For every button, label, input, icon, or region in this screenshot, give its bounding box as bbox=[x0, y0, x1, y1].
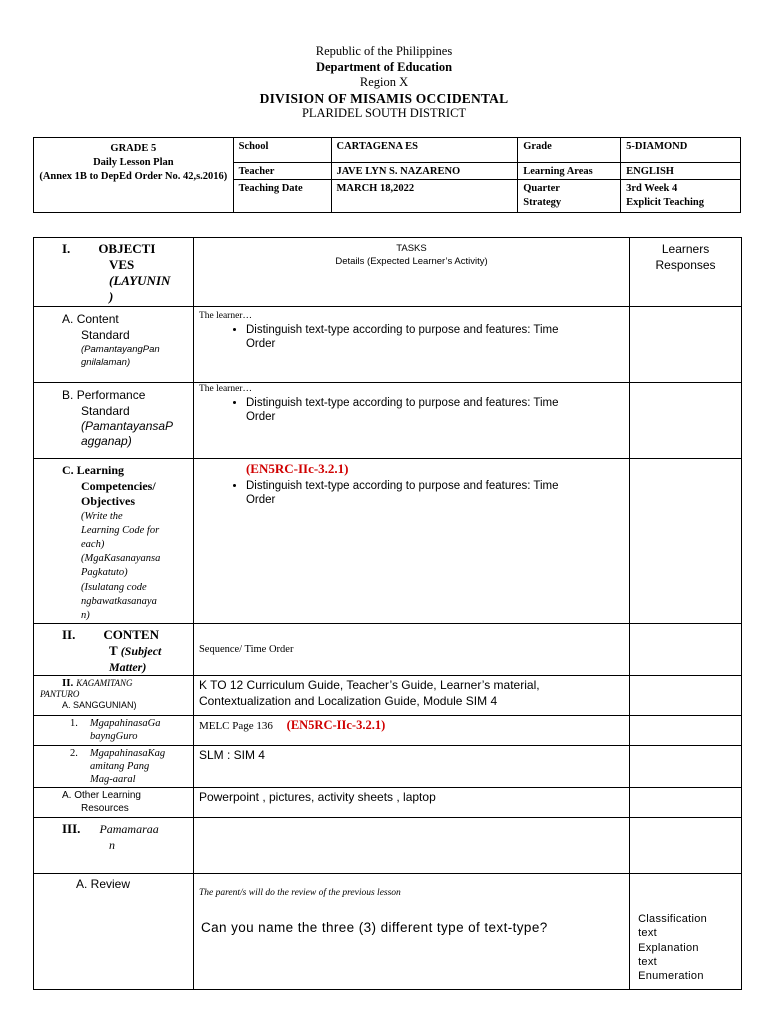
objectives-title: OBJECTI bbox=[98, 241, 156, 256]
review-cell bbox=[34, 874, 194, 990]
strategy-label: Strategy bbox=[523, 197, 562, 208]
content-standard-row bbox=[34, 307, 742, 383]
content-standard-sub: (PamantayangPan bbox=[81, 344, 160, 355]
content-sub-2: Matter) bbox=[109, 660, 147, 675]
content-standard-sub-2: gnilalaman) bbox=[81, 357, 131, 368]
competencies-sub-line: (Isulatang code bbox=[81, 581, 147, 593]
learner-materials-title: MgapahinasaKag bbox=[89, 748, 166, 760]
review-answer: Enumeration bbox=[638, 969, 704, 982]
teacher-label: Teacher bbox=[233, 163, 331, 180]
grade-title: GRADE 5 bbox=[110, 143, 157, 154]
kagamitan-title-2: PANTURO bbox=[40, 689, 80, 700]
learner-materials-title-2: amitang Pang bbox=[90, 761, 150, 773]
learning-areas-value: ENGLISH bbox=[621, 163, 741, 180]
competencies-response bbox=[630, 459, 742, 624]
quarter-label: Quarter bbox=[523, 183, 560, 194]
performance-standard-cell bbox=[34, 383, 194, 459]
other-resources-response bbox=[630, 788, 742, 818]
content-standard-tasks bbox=[193, 307, 629, 383]
lesson-info-table bbox=[33, 137, 741, 213]
competencies-sub-line: ngbawatkasanaya bbox=[81, 595, 157, 607]
distinguish-item bbox=[246, 323, 624, 351]
review-answer: text bbox=[638, 955, 657, 968]
melc-code: (EN5RC-IIc-3.2.1) bbox=[286, 718, 386, 733]
performance-title-2: Standard bbox=[81, 404, 130, 418]
competencies-title: Learning bbox=[76, 463, 125, 477]
learner-materials-row bbox=[34, 746, 742, 788]
teacher-guide-response bbox=[630, 716, 742, 746]
quarter-strategy-value bbox=[621, 180, 741, 213]
competencies-sub-line: (MgaKasanayansa bbox=[81, 553, 161, 565]
competencies-letter: C. bbox=[62, 463, 74, 477]
learning-code: (EN5RC-IIc-3.2.1) bbox=[245, 461, 349, 476]
teaching-date-label: Teaching Date bbox=[233, 180, 331, 213]
grade-value: 5-DIAMOND bbox=[621, 138, 741, 163]
plan-title: Daily Lesson Plan bbox=[93, 157, 174, 168]
quarter-value: 3rd Week 4 bbox=[626, 183, 678, 194]
review-row bbox=[34, 874, 742, 990]
review-response bbox=[630, 874, 742, 990]
learning-areas-label: Learning Areas bbox=[518, 163, 621, 180]
performance-sub: (PamantayansaP bbox=[81, 419, 174, 433]
other-resources-cell bbox=[34, 788, 194, 818]
tasks-title: TASKS bbox=[396, 243, 427, 254]
other-letter: A. bbox=[62, 790, 72, 802]
slm-value: SLM : SIM 4 bbox=[193, 746, 629, 788]
performance-standard-row bbox=[34, 383, 742, 459]
learner-materials-cell bbox=[34, 746, 194, 788]
grade-label: Grade bbox=[518, 138, 621, 163]
procedure-num: III. bbox=[62, 821, 81, 837]
content-response bbox=[630, 624, 742, 676]
school-value: CARTAGENA ES bbox=[331, 138, 518, 163]
content-value: Sequence/ Time Order bbox=[193, 624, 629, 676]
procedure-title-2: n bbox=[109, 838, 115, 853]
procedure-tasks bbox=[193, 818, 629, 874]
teaching-date-value: MARCH 18,2022 bbox=[331, 180, 518, 213]
performance-title: Performance bbox=[76, 388, 146, 402]
kagamitan-num: II. bbox=[62, 677, 74, 690]
review-answer: Classification bbox=[638, 913, 708, 926]
distinguish-text-c2: Order bbox=[245, 494, 276, 506]
objectives-sub-2: ) bbox=[109, 289, 114, 304]
references-value-cell bbox=[193, 676, 629, 716]
objectives-sub: (LAYUNIN bbox=[109, 273, 171, 288]
guro-title: MgapahinasaGa bbox=[89, 718, 161, 730]
school-label: School bbox=[233, 138, 331, 163]
content-standard-title: Content bbox=[76, 312, 119, 326]
review-answer: text bbox=[638, 927, 657, 940]
objectives-cell bbox=[34, 238, 194, 307]
references-row bbox=[34, 676, 742, 716]
other-value: Powerpoint , pictures, activity sheets , laptop bbox=[193, 788, 629, 818]
competencies-title-2: Competencies/ bbox=[81, 478, 156, 493]
guro-num: 1. bbox=[70, 718, 78, 730]
review-title: A. Review bbox=[76, 877, 131, 892]
references-cell bbox=[34, 676, 194, 716]
objectives-num: I. bbox=[62, 241, 71, 256]
teacher-guide-row bbox=[34, 716, 742, 746]
content-standard-cell bbox=[34, 307, 194, 383]
strategy-value: Explicit Teaching bbox=[626, 197, 705, 208]
references-value-2: Contextualization and Localization Guide, Module SIM 4 bbox=[198, 694, 498, 709]
learner-intro-2: The learner… bbox=[198, 384, 252, 394]
learner-materials-num: 2. bbox=[70, 748, 78, 760]
competencies-sub bbox=[62, 510, 188, 624]
tasks-header-cell bbox=[193, 238, 629, 307]
responses-title-2: Responses bbox=[655, 258, 716, 272]
content-standard-letter: A. bbox=[62, 312, 74, 326]
distinguish-text-c: Distinguish text-type according to purpose and features: Time bbox=[245, 480, 559, 492]
learner-materials-title-3: Mag-aaral bbox=[90, 774, 136, 786]
content-row bbox=[34, 624, 742, 676]
department-line: Department of Education bbox=[315, 59, 453, 74]
distinguish-item-2 bbox=[246, 396, 624, 424]
review-question: Can you name the three (3) different type of text-type? bbox=[200, 920, 548, 936]
content-cell bbox=[34, 624, 194, 676]
competencies-title-3: Objectives bbox=[81, 494, 135, 508]
procedure-response bbox=[630, 818, 742, 874]
distinguish-text-2: Order bbox=[245, 338, 276, 350]
other-resources-row bbox=[34, 788, 742, 818]
content-standard-response bbox=[630, 307, 742, 383]
performance-letter: B. bbox=[62, 388, 74, 402]
sanggunian-title: SANGGUNIAN) bbox=[73, 700, 137, 711]
other-title-2: Resources bbox=[81, 803, 129, 815]
district-line: PLARIDEL SOUTH DISTRICT bbox=[301, 106, 467, 120]
objectives-title-2: VES bbox=[109, 257, 135, 272]
references-value: K TO 12 Curriculum Guide, Teacher’s Guide, Learner’s material, bbox=[198, 678, 540, 693]
responses-title: Learners bbox=[661, 242, 710, 256]
performance-standard-response bbox=[630, 383, 742, 459]
content-title-2: T bbox=[109, 643, 118, 659]
distinguish-item-3 bbox=[246, 479, 624, 507]
quarter-strategy-label bbox=[518, 180, 621, 213]
competencies-sub-line: Learning Code for bbox=[81, 524, 160, 536]
competencies-row bbox=[34, 459, 742, 624]
responses-header-cell bbox=[630, 238, 742, 307]
teacher-guide-cell bbox=[34, 716, 194, 746]
competencies-tasks bbox=[193, 459, 629, 624]
competencies-cell bbox=[34, 459, 194, 624]
tasks-sub: Details (Expected Learner’s Activity) bbox=[335, 256, 488, 267]
competencies-sub-line: each) bbox=[81, 538, 105, 550]
learner-intro: The learner… bbox=[198, 311, 252, 321]
teacher-value: JAVE LYN S. NAZARENO bbox=[331, 163, 518, 180]
competencies-sub-line: n) bbox=[81, 609, 90, 621]
competencies-sub-line: Pagkatuto) bbox=[81, 567, 128, 579]
content-standard-title-2: Standard bbox=[81, 328, 130, 342]
grade-title-cell bbox=[34, 138, 234, 213]
distinguish-text: Distinguish text-type according to purpose and features: Time bbox=[245, 324, 559, 336]
review-note: The parent/s will do the review of the previous lesson bbox=[198, 888, 401, 899]
procedure-cell bbox=[34, 818, 194, 874]
republic-line: Republic of the Philippines bbox=[315, 44, 453, 58]
objectives-row bbox=[34, 238, 742, 307]
review-answer: Explanation bbox=[638, 941, 699, 954]
competencies-sub-line: (Write the bbox=[81, 510, 123, 522]
references-response bbox=[630, 676, 742, 716]
annex-text: (Annex 1B to DepEd Order No. 42,s.2016) bbox=[39, 171, 228, 182]
region-line: Region X bbox=[359, 75, 409, 89]
procedure-row bbox=[34, 818, 742, 874]
review-tasks bbox=[193, 874, 629, 990]
kagamitan-title: KAGAMITANG bbox=[76, 678, 133, 689]
distinguish-text-b: Distinguish text-type according to purpose and features: Time bbox=[245, 397, 559, 409]
lesson-plan-table bbox=[33, 237, 742, 990]
content-num: II. bbox=[62, 627, 76, 643]
document-header bbox=[0, 44, 768, 122]
other-title: Other Learning bbox=[74, 790, 141, 802]
performance-sub-2: agganap) bbox=[81, 434, 132, 448]
content-title: CONTEN bbox=[103, 627, 159, 643]
sanggunian-letter: A. bbox=[62, 700, 71, 711]
teacher-guide-value-cell bbox=[193, 716, 629, 746]
performance-standard-tasks bbox=[193, 383, 629, 459]
division-line: DIVISION OF MISAMIS OCCIDENTAL bbox=[259, 90, 509, 106]
learner-materials-response bbox=[630, 746, 742, 788]
distinguish-text-b2: Order bbox=[245, 411, 276, 423]
melc-value: MELC Page 136 bbox=[198, 720, 273, 733]
procedure-title: Pamamaraa bbox=[99, 822, 159, 837]
content-sub: (Subject bbox=[120, 644, 162, 659]
guro-title-2: bayngGuro bbox=[90, 731, 138, 743]
